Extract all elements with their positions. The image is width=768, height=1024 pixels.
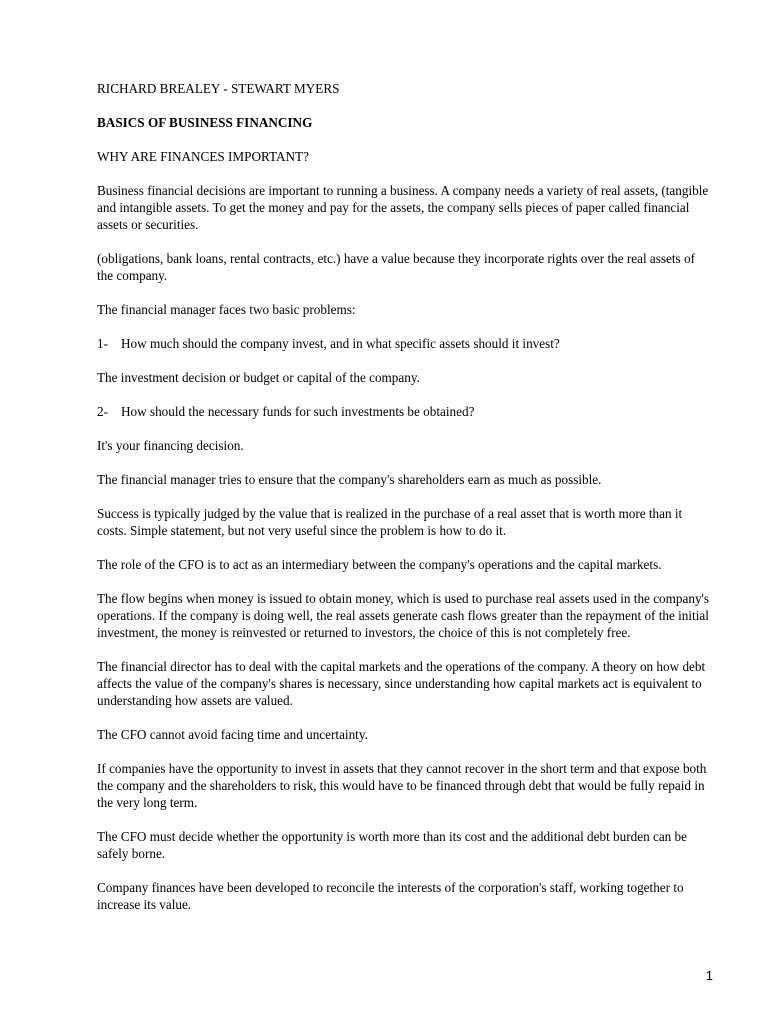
authors-line: RICHARD BREALEY - STEWART MYERS xyxy=(97,81,340,96)
paragraph: The CFO cannot avoid facing time and uncertainty. xyxy=(97,727,368,742)
question-item xyxy=(97,335,713,352)
paragraph: The CFO must decide whether the opportunity is worth more than its cost and the additional debt burden can be safely borne. xyxy=(97,829,688,861)
answer-paragraph: The investment decision or budget or capital of the company. xyxy=(97,370,420,385)
paragraph: The financial director has to deal with the capital markets and the operations of the company. A theory on how debt affects the value of the company's shares is necessary, since understanding how capital markets act is equivalent to understanding how assets are valued. xyxy=(97,659,706,708)
paragraph: The financial manager faces two basic problems: xyxy=(97,302,356,317)
paragraph: The financial manager tries to ensure that the company's shareholders earn as much as possible. xyxy=(97,472,602,487)
paragraph: If companies have the opportunity to invest in assets that they cannot recover in the short term and that expose both the company and the shareholders to risk, this would have to be financed through debt that would be fully repaid in the very long term. xyxy=(97,761,707,810)
paragraph: Company finances have been developed to reconcile the interests of the corporation's staff, working together to increase its value. xyxy=(97,880,684,912)
answer-paragraph: It's your financing decision. xyxy=(97,438,244,453)
paragraph: Business financial decisions are important to running a business. A company needs a variety of real assets, (tangible and intangible assets. To get the money and pay for the assets, the company sells pieces of paper called financial assets or securities. xyxy=(97,183,709,232)
question-text: How much should the company invest, and in what specific assets should it invest? xyxy=(121,336,560,351)
paragraph: The flow begins when money is issued to obtain money, which is used to purchase real assets used in the company's operations. If the company is doing well, the real assets generate cash flows greater than the repayment of the initial investment, the money is reinvested or returned to investors, the choice of this is not completely free. xyxy=(97,591,710,640)
section-heading: WHY ARE FINANCES IMPORTANT? xyxy=(97,149,309,164)
question-number: 2- xyxy=(97,404,108,419)
document-page xyxy=(97,80,713,930)
question-text: How should the necessary funds for such investments be obtained? xyxy=(121,404,475,419)
page-number: 1 xyxy=(705,968,713,983)
document-title: BASICS OF BUSINESS FINANCING xyxy=(97,115,313,130)
question-number: 1- xyxy=(97,336,108,351)
paragraph: (obligations, bank loans, rental contracts, etc.) have a value because they incorporate rights over the real assets of the company. xyxy=(97,251,695,283)
paragraph: Success is typically judged by the value that is realized in the purchase of a real asset that is worth more than it costs. Simple statement, but not very useful since the problem is how to do it. xyxy=(97,506,683,538)
paragraph: The role of the CFO is to act as an intermediary between the company's operations and the capital markets. xyxy=(97,557,662,572)
question-item xyxy=(97,403,713,420)
